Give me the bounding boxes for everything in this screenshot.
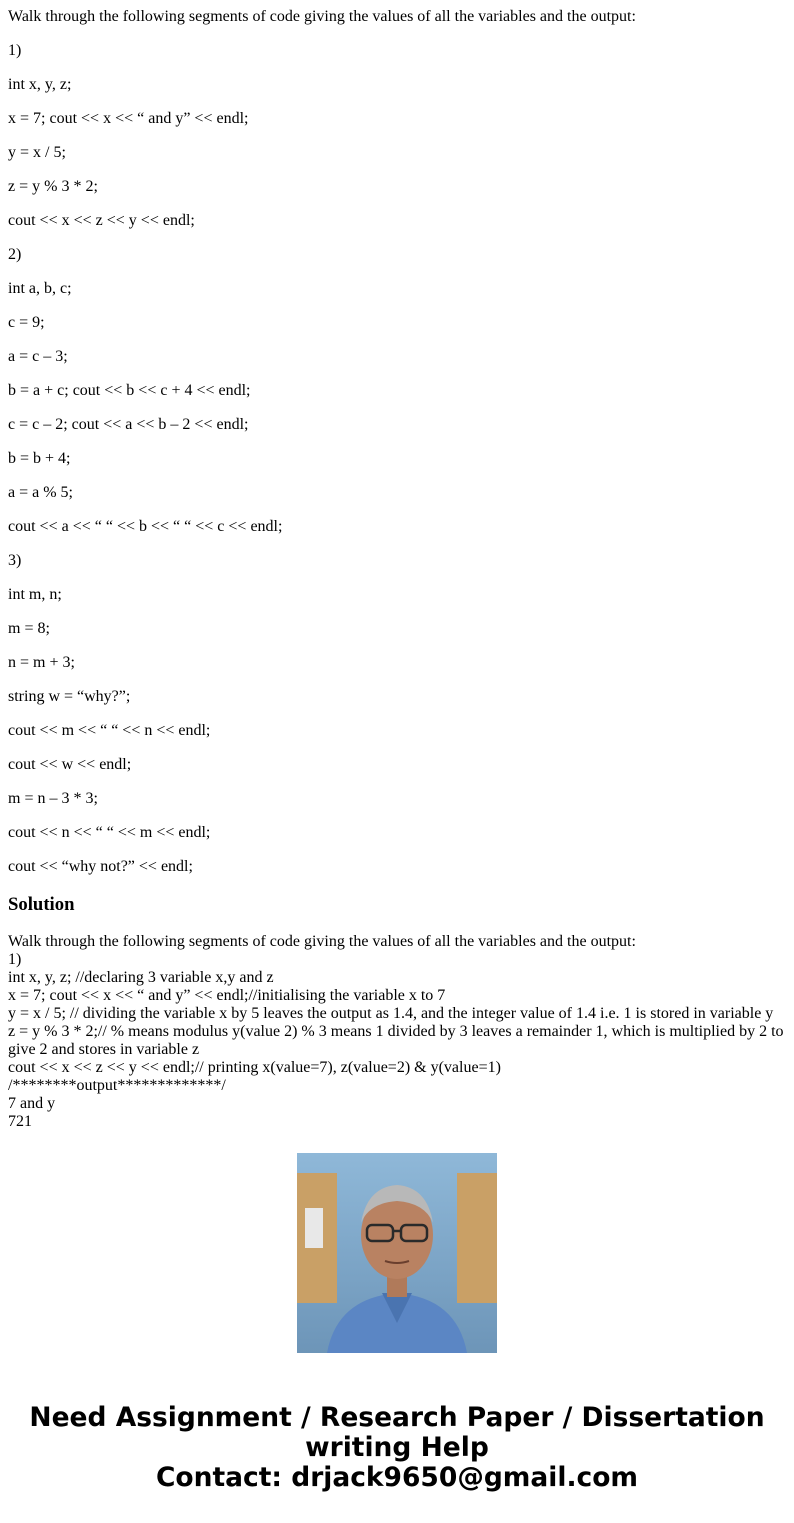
question-line: cout << a << “ “ << b << “ “ << c << endl; (8, 518, 283, 535)
question-line: a = a % 5; (8, 484, 73, 501)
question-line: y = x / 5; (8, 144, 66, 161)
solution-line: 7 and y (8, 1095, 56, 1112)
question-line: 1) (8, 42, 22, 59)
promo-line-2: writing Help (305, 1432, 489, 1463)
question-line: int a, b, c; (8, 280, 72, 297)
solution-line: cout << x << z << y << endl;// printing x(value=7), z(value=2) & y(value=1) (8, 1059, 501, 1076)
promo-contact: Contact: drjack9650@gmail.com (155, 1462, 639, 1493)
solution-line: x = 7; cout << x << “ and y” << endl;//initialising the variable x to 7 (8, 987, 446, 1004)
solution-line: 721 (8, 1113, 32, 1130)
question-line: int m, n; (8, 586, 62, 603)
question-text (8, 0, 786, 884)
solution-line: 1) (8, 951, 22, 968)
solution-text (8, 933, 786, 1130)
question-line: m = n – 3 * 3; (8, 790, 98, 807)
question-line: a = c – 3; (8, 348, 68, 365)
question-line: cout << n << “ “ << m << endl; (8, 824, 211, 841)
solution-line: y = x / 5; // dividing the variable x by 5 leaves the output as 1.4, and the integer value of 1.4 i.e. 1 is stored in variable y (8, 1005, 774, 1022)
question-line: b = b + 4; (8, 450, 71, 467)
question-line: cout << x << z << y << endl; (8, 212, 195, 229)
solution-line: /********output*************/ (8, 1077, 226, 1094)
question-line: z = y % 3 * 2; (8, 178, 98, 195)
question-line: string w = “why?”; (8, 688, 131, 705)
question-line: cout << w << endl; (8, 756, 132, 773)
question-line: cout << m << “ “ << n << endl; (8, 722, 211, 739)
question-line: 3) (8, 552, 22, 569)
question-line: Walk through the following segments of code giving the values of all the variables and the output: (8, 8, 636, 25)
question-line: x = 7; cout << x << “ and y” << endl; (8, 110, 249, 127)
question-line: c = 9; (8, 314, 45, 331)
promo-line-1: Need Assignment / Research Paper / Dissertation (29, 1402, 765, 1433)
question-line: m = 8; (8, 620, 50, 637)
question-line: cout << “why not?” << endl; (8, 858, 193, 875)
question-line: c = c – 2; cout << a << b – 2 << endl; (8, 416, 249, 433)
solution-line: Walk through the following segments of code giving the values of all the variables and the output: (8, 933, 636, 950)
solution-heading: Solution (8, 894, 75, 915)
question-line: int x, y, z; (8, 76, 72, 93)
promo-banner (0, 1403, 794, 1493)
question-line: 2) (8, 246, 22, 263)
question-line: n = m + 3; (8, 654, 75, 671)
solution-line: z = y % 3 * 2;// % means modulus y(value 2) % 3 means 1 divided by 3 leaves a remainder 1, which is multiplied by 2 to give 2 and stores in variable z (8, 1023, 784, 1058)
author-photo (297, 1153, 497, 1353)
question-line: b = a + c; cout << b << c + 4 << endl; (8, 382, 251, 399)
solution-line: int x, y, z; //declaring 3 variable x,y and z (8, 969, 274, 986)
